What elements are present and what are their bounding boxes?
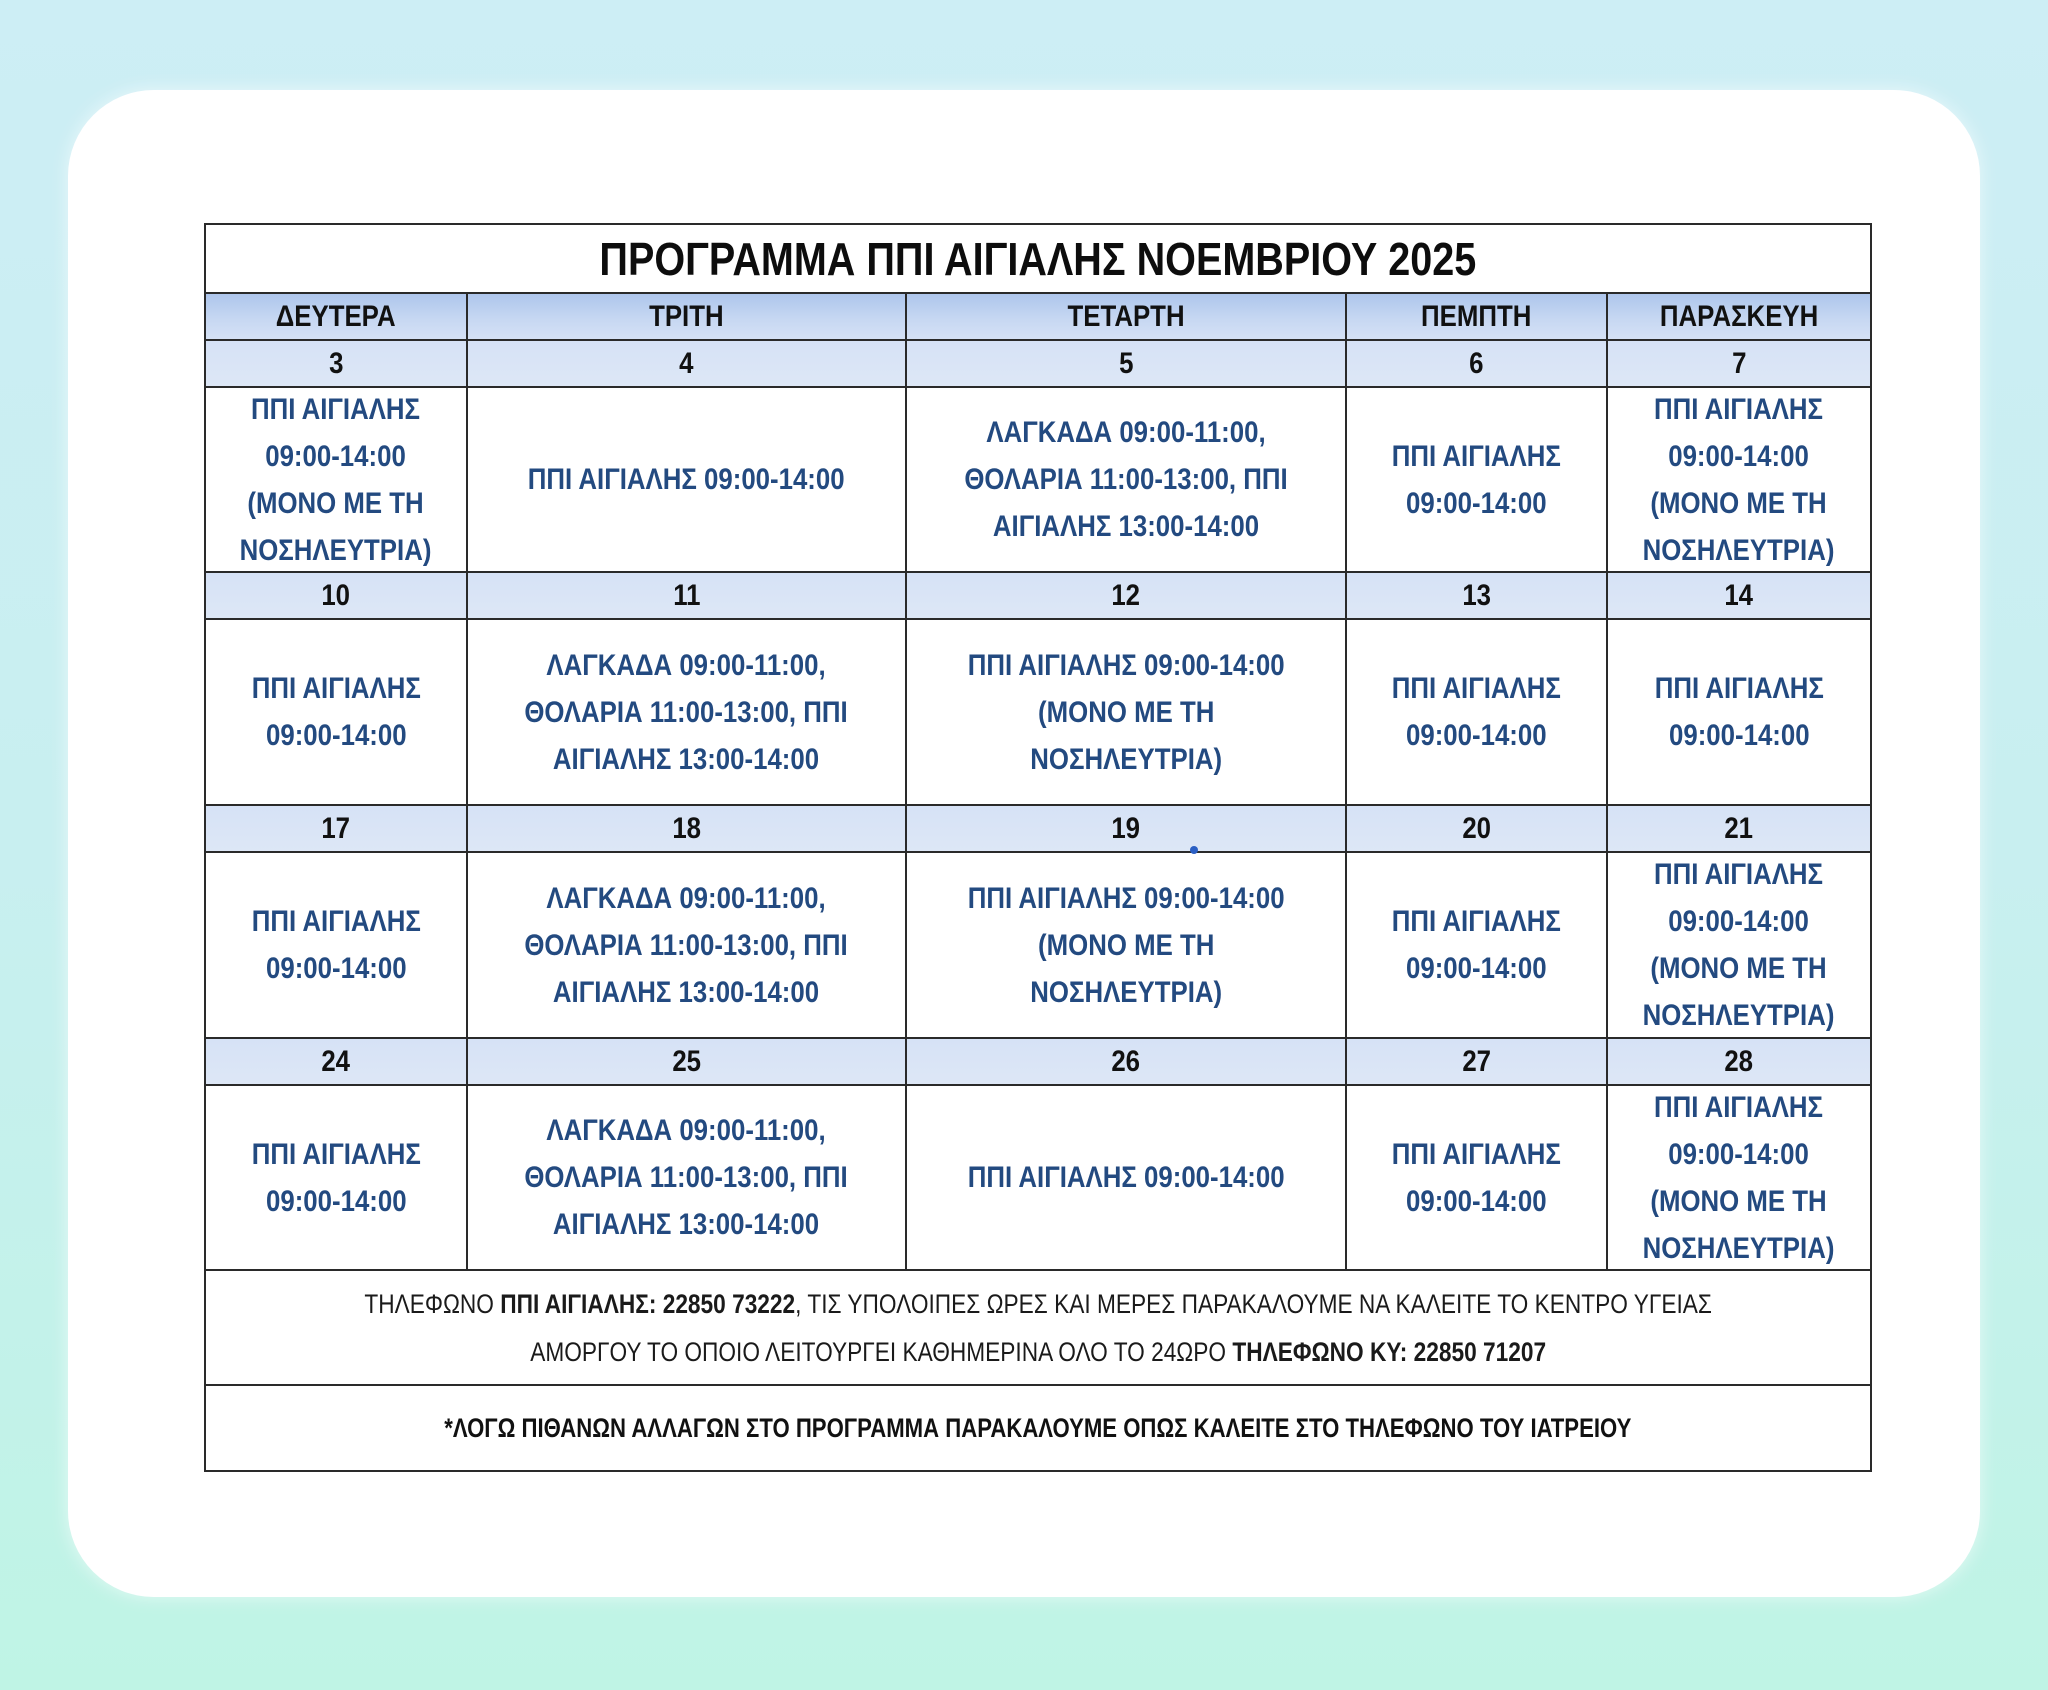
clinic-phone: ΠΠΙ ΑΙΓΙΑΛΗΣ: 22850 73222 <box>500 1288 796 1319</box>
date-number: 28 <box>1724 1044 1754 1078</box>
date-cell <box>468 341 907 386</box>
weekday-header-friday <box>1608 294 1870 339</box>
date-number: 4 <box>679 346 694 380</box>
contact-line1-suffix: , ΤΙΣ ΥΠΟΛΟΙΠΕΣ ΩΡΕΣ ΚΑΙ ΜΕΡΕΣ ΠΑΡΑΚΑΛΟΥΜΕ ΝΑ ΚΑΛΕΙΤΕ ΤΟ ΚΕΝΤΡΟ ΥΓΕΙΑΣ <box>795 1288 1712 1319</box>
weekday-header-row <box>206 294 1870 341</box>
entry-row-week-4 <box>206 1086 1870 1271</box>
date-cell <box>1608 341 1870 386</box>
date-cell <box>1608 806 1870 851</box>
date-number: 5 <box>1118 346 1134 380</box>
date-number: 11 <box>672 578 701 612</box>
entry-row-week-1 <box>206 388 1870 573</box>
change-notice: *ΛΟΓΩ ΠΙΘΑΝΩΝ ΑΛΛΑΓΩΝ ΣΤΟ ΠΡΟΓΡΑΜΜΑ ΠΑΡΑΚΑΛΟΥΜΕ ΟΠΩΣ ΚΑΛΕΙΤΕ ΣΤΟ ΤΗΛΕΦΩΝΟ ΤΟΥ ΙΑΤΡΕΙΟΥ <box>444 1412 1632 1443</box>
schedule-entry <box>468 853 907 1037</box>
schedule-entry <box>1347 853 1608 1037</box>
date-cell <box>1347 341 1608 386</box>
entry-text: ΛΑΓΚΑΔΑ 09:00-11:00, ΘΟΛΑΡΙΑ 11:00-13:00, ΠΠΙ ΑΙΓΙΑΛΗΣ 13:00-14:00 <box>524 1114 849 1241</box>
schedule-entry <box>206 853 468 1037</box>
contact-line1-prefix: ΤΗΛΕΦΩΝΟ <box>364 1288 501 1319</box>
date-cell <box>206 573 468 618</box>
date-number: 27 <box>1462 1044 1491 1078</box>
contact-info-cell <box>206 1271 1870 1384</box>
entry-text: ΛΑΓΚΑΔΑ 09:00-11:00, ΘΟΛΑΡΙΑ 11:00-13:00, ΠΠΙ ΑΙΓΙΑΛΗΣ 13:00-14:00 <box>524 881 849 1009</box>
entry-text: ΠΠΙ ΑΙΓΙΑΛΗΣ 09:00-14:00 <box>1654 672 1824 752</box>
date-cell <box>907 1039 1347 1084</box>
schedule-entry <box>1347 620 1608 804</box>
entry-text: ΠΠΙ ΑΙΓΙΑΛΗΣ 09:00-14:00 <box>251 1137 421 1218</box>
date-row-week-4 <box>206 1039 1870 1086</box>
entry-text: ΠΠΙ ΑΙΓΙΑΛΗΣ 09:00-14:00 <box>1391 905 1562 985</box>
date-number: 20 <box>1462 811 1491 845</box>
schedule-entry <box>1347 388 1608 571</box>
note-cell <box>206 1386 1870 1470</box>
date-number: 18 <box>672 811 701 845</box>
date-row-week-2 <box>206 573 1870 620</box>
date-number: 3 <box>328 346 344 380</box>
weekday-header-wednesday <box>907 294 1347 339</box>
entry-text: ΠΠΙ ΑΙΓΙΑΛΗΣ 09:00-14:00 <box>1391 439 1562 520</box>
date-number: 25 <box>672 1044 701 1078</box>
date-cell <box>468 573 907 618</box>
entry-text: ΠΠΙ ΑΙΓΙΑΛΗΣ 09:00-14:00 <box>1391 672 1562 752</box>
schedule-entry <box>468 620 907 804</box>
weekday-header-monday <box>206 294 468 339</box>
health-center-phone: ΤΗΛΕΦΩΝΟ ΚΥ: 22850 71207 <box>1232 1336 1546 1367</box>
entry-row-week-3 <box>206 853 1870 1039</box>
date-cell <box>907 806 1347 851</box>
entry-text: ΠΠΙ ΑΙΓΙΑΛΗΣ 09:00-14:00 (ΜΟΝΟ ΜΕ ΤΗ ΝΟΣΗΛΕΥΤΡΙΑ) <box>1643 392 1835 567</box>
entry-text: ΠΠΙ ΑΙΓΙΑΛΗΣ 09:00-14:00 (ΜΟΝΟ ΜΕ ΤΗ ΝΟΣΗΛΕΥΤΡΙΑ) <box>967 881 1285 1009</box>
entry-text: ΠΠΙ ΑΙΓΙΑΛΗΣ 09:00-14:00 <box>251 905 421 985</box>
date-cell <box>206 806 468 851</box>
entry-text: ΠΠΙ ΑΙΓΙΑΛΗΣ 09:00-14:00 (ΜΟΝΟ ΜΕ ΤΗ ΝΟΣΗΛΕΥΤΡΙΑ) <box>1643 1090 1835 1265</box>
weekday-label: ΠΑΡΑΣΚΕΥΗ <box>1659 299 1819 333</box>
date-cell <box>907 341 1347 386</box>
date-number: 14 <box>1724 578 1754 612</box>
title-cell <box>206 225 1870 292</box>
schedule-entry <box>468 388 907 571</box>
schedule-entry <box>1347 1086 1608 1269</box>
schedule-entry <box>907 1086 1347 1269</box>
date-cell <box>1608 573 1870 618</box>
entry-text: ΛΑΓΚΑΔΑ 09:00-11:00, ΘΟΛΑΡΙΑ 11:00-13:00, ΠΠΙ ΑΙΓΙΑΛΗΣ 13:00-14:00 <box>524 648 849 776</box>
contact-info-row <box>206 1271 1870 1386</box>
date-number: 13 <box>1462 578 1491 612</box>
entry-text: ΠΠΙ ΑΙΓΙΑΛΗΣ 09:00-14:00 <box>251 672 421 752</box>
date-row-week-3 <box>206 806 1870 853</box>
date-number: 12 <box>1111 578 1141 612</box>
contact-info-text <box>364 1280 1712 1376</box>
date-number: 6 <box>1469 346 1484 380</box>
schedule-entry <box>468 1086 907 1269</box>
date-cell <box>206 1039 468 1084</box>
date-cell <box>206 341 468 386</box>
date-cell <box>1347 1039 1608 1084</box>
schedule-entry <box>1608 853 1870 1037</box>
schedule-entry <box>1608 1086 1870 1269</box>
date-cell <box>468 806 907 851</box>
weekday-label: ΤΕΤΑΡΤΗ <box>1067 299 1185 333</box>
date-cell <box>468 1039 907 1084</box>
entry-row-week-2 <box>206 620 1870 806</box>
schedule-title: ΠΡΟΓΡΑΜΜΑ ΠΠΙ ΑΙΓΙΑΛΗΣ ΝΟΕΜΒΡΙΟΥ 2025 <box>599 232 1477 285</box>
entry-text: ΠΠΙ ΑΙΓΙΑΛΗΣ 09:00-14:00 (ΜΟΝΟ ΜΕ ΤΗ ΝΟΣΗΛΕΥΤΡΙΑ) <box>1643 858 1835 1032</box>
contact-line2-prefix: ΑΜΟΡΓΟΥ ΤΟ ΟΠΟΙΟ ΛΕΙΤΟΥΡΓΕΙ ΚΑΘΗΜΕΡΙΝΑ ΟΛΟ ΤΟ 24ΩΡΟ <box>530 1336 1233 1367</box>
entry-text: ΠΠΙ ΑΙΓΙΑΛΗΣ 09:00-14:00 <box>528 463 845 496</box>
stray-dot-mark <box>1190 846 1198 854</box>
date-cell <box>907 573 1347 618</box>
schedule-entry <box>1608 620 1870 804</box>
schedule-entry <box>1608 388 1870 571</box>
schedule-entry <box>206 1086 468 1269</box>
date-row-week-1 <box>206 341 1870 388</box>
schedule-entry <box>907 388 1347 571</box>
date-cell <box>1347 573 1608 618</box>
schedule-entry <box>907 853 1347 1037</box>
entry-text: ΠΠΙ ΑΙΓΙΑΛΗΣ 09:00-14:00 <box>1391 1137 1562 1218</box>
title-row <box>206 225 1870 294</box>
weekday-label: ΤΡΙΤΗ <box>649 299 724 333</box>
date-number: 19 <box>1111 811 1141 845</box>
date-number: 10 <box>321 578 351 612</box>
weekday-header-tuesday <box>468 294 907 339</box>
schedule-entry <box>206 620 468 804</box>
date-cell <box>1347 806 1608 851</box>
date-cell <box>1608 1039 1870 1084</box>
note-row <box>206 1386 1870 1470</box>
entry-text: ΛΑΓΚΑΔΑ 09:00-11:00, ΘΟΛΑΡΙΑ 11:00-13:00, ΠΠΙ ΑΙΓΙΑΛΗΣ 13:00-14:00 <box>964 416 1288 543</box>
weekday-label: ΠΕΜΠΤΗ <box>1421 299 1532 333</box>
date-number: 24 <box>321 1044 351 1078</box>
entry-text: ΠΠΙ ΑΙΓΙΑΛΗΣ 09:00-14:00 <box>967 1161 1285 1194</box>
schedule-table <box>204 223 1872 1472</box>
entry-text: ΠΠΙ ΑΙΓΙΑΛΗΣ 09:00-14:00 (ΜΟΝΟ ΜΕ ΤΗ ΝΟΣΗΛΕΥΤΡΙΑ) <box>240 392 432 567</box>
weekday-header-thursday <box>1347 294 1608 339</box>
schedule-entry <box>206 388 468 571</box>
date-number: 26 <box>1111 1044 1141 1078</box>
entry-text: ΠΠΙ ΑΙΓΙΑΛΗΣ 09:00-14:00 (ΜΟΝΟ ΜΕ ΤΗ ΝΟΣΗΛΕΥΤΡΙΑ) <box>967 648 1285 776</box>
date-number: 17 <box>321 811 351 845</box>
weekday-label: ΔΕΥΤΕΡΑ <box>276 299 396 333</box>
date-number: 7 <box>1731 346 1747 380</box>
date-number: 21 <box>1724 811 1754 845</box>
schedule-entry <box>907 620 1347 804</box>
